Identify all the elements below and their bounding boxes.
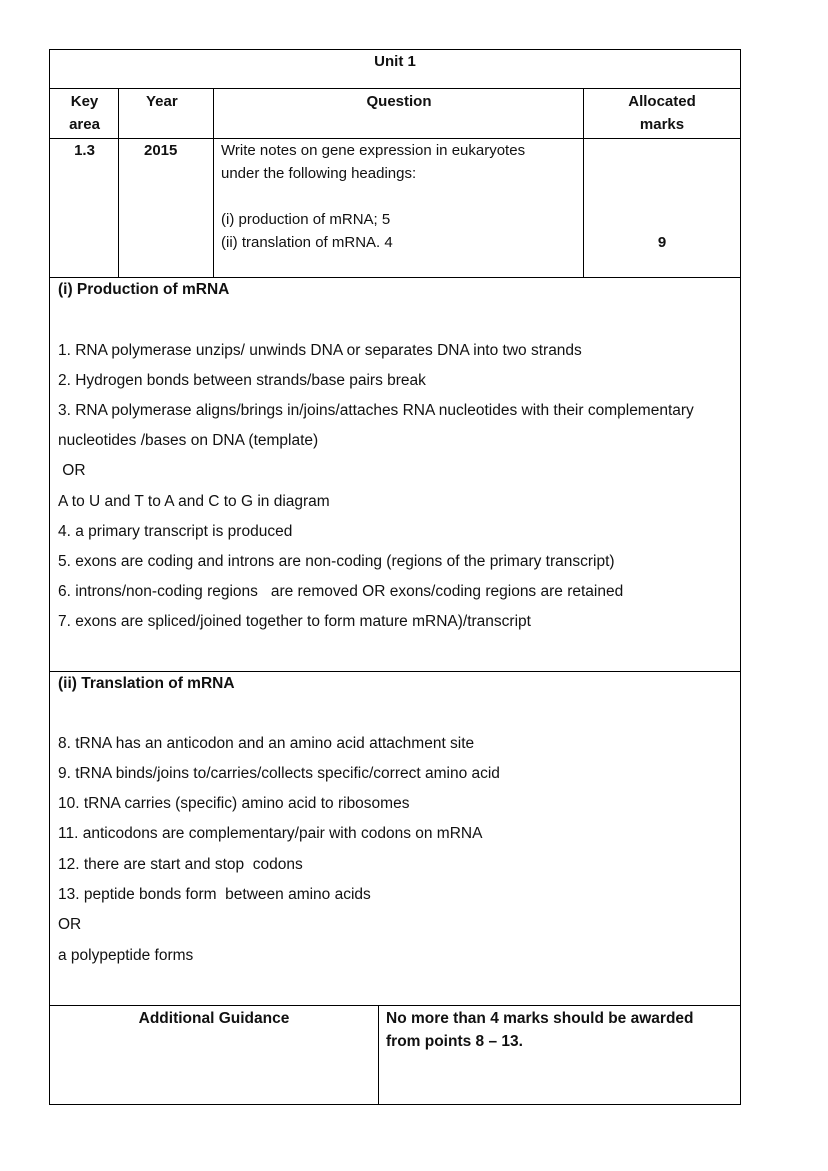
section-i-line: 2. Hydrogen bonds between strands/base pairs break (58, 372, 426, 389)
section-i-line: nucleotides /bases on DNA (template) (58, 432, 319, 449)
section-ii-line: 8. tRNA has an anticodon and an amino acid attachment site (58, 735, 475, 752)
question-part-ii: (ii) translation of mRNA. 4 (221, 234, 393, 251)
key-area-header-line2: area (69, 116, 100, 133)
question-part-i: (i) production of mRNA; 5 (221, 211, 391, 228)
section-ii-line: 13. peptide bonds form between amino acids (58, 886, 371, 903)
year-value: 2015 (144, 142, 178, 159)
section-i-line: 6. introns/non-coding regions are removed OR exons/coding regions are retained (58, 583, 624, 600)
marks-header-line1: Allocated (628, 93, 696, 110)
marks-header-line2: marks (639, 116, 685, 133)
section-ii-line: a polypeptide forms (58, 947, 194, 964)
section-i-line: 1. RNA polymerase unzips/ unwinds DNA or separates DNA into two strands (58, 342, 582, 359)
guidance-column-divider (378, 1005, 379, 1105)
question-text (221, 139, 581, 254)
guidance-divider (50, 1005, 740, 1006)
section-divider (50, 671, 740, 672)
year-column (119, 88, 214, 278)
key-area-header-line1: Key (70, 93, 99, 110)
guidance-text-line-1: No more than 4 marks should be awarded (386, 1010, 694, 1027)
question-header: Question (366, 93, 432, 110)
section-i-line: 3. RNA polymerase aligns/brings in/joins/attaches RNA nucleotides with their complementary (58, 402, 694, 419)
section-i-line: 4. a primary transcript is produced (58, 523, 293, 540)
question-row-divider (50, 277, 740, 278)
marks-value: 9 (657, 234, 667, 251)
section-ii-line: 11. anticodons are complementary/pair with codons on mRNA (58, 825, 483, 842)
year-header: Year (146, 93, 178, 110)
section-i-line: OR (58, 462, 86, 479)
section-ii-line: 9. tRNA binds/joins to/carries/collects specific/correct amino acid (58, 765, 500, 782)
marks-header (584, 90, 740, 136)
section-i-line: 7. exons are spliced/joined together to form mature mRNA)/transcript (58, 613, 531, 630)
key-area-value: 1.3 (74, 142, 95, 159)
section-i-line: 5. exons are coding and introns are non-coding (regions of the primary transcript) (58, 553, 615, 570)
key-area-header (50, 90, 119, 136)
section-ii-line: OR (58, 916, 82, 933)
question-line-2: under the following headings: (221, 165, 417, 182)
unit-title: Unit 1 (374, 53, 416, 70)
marking-table (49, 49, 741, 1105)
guidance-text-line-2: from points 8 – 13. (386, 1033, 523, 1050)
question-line-1: Write notes on gene expression in eukaryotes (221, 142, 526, 159)
section-ii-title: (ii) Translation of mRNA (58, 675, 235, 692)
additional-guidance-label: Additional Guidance (138, 1010, 290, 1027)
section-ii-line: 10. tRNA carries (specific) amino acid to ribosomes (58, 795, 410, 812)
section-i-line: A to U and T to A and C to G in diagram (58, 493, 330, 510)
section-i-title: (i) Production of mRNA (58, 281, 230, 298)
unit-title-row (50, 50, 740, 89)
section-ii-line: 12. there are start and stop codons (58, 856, 303, 873)
additional-guidance-text (386, 1007, 736, 1053)
